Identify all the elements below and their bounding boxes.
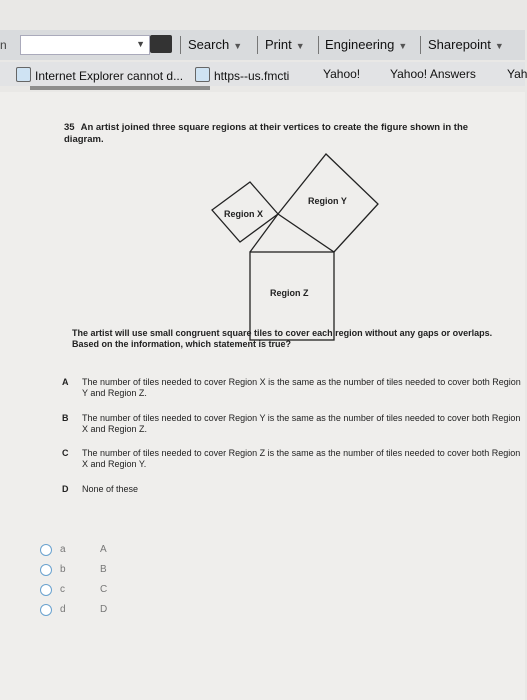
answer-value: B bbox=[100, 564, 107, 575]
search-provider-icon[interactable] bbox=[150, 35, 172, 53]
triangle-edge bbox=[250, 214, 278, 252]
engineering-button[interactable] bbox=[325, 37, 407, 52]
choice-letter: B bbox=[62, 413, 69, 423]
choice-letter: A bbox=[62, 377, 69, 387]
choice-letter: C bbox=[62, 448, 69, 458]
radio-button[interactable] bbox=[40, 544, 52, 556]
engineering-label: Engineering bbox=[325, 37, 395, 52]
favorite-label: https--us.fmcti bbox=[214, 69, 290, 83]
search-label: Search bbox=[188, 37, 230, 52]
choice-text: The number of tiles needed to cover Region X is the same as the number of tiles needed to cover both Region Y and Region Z. bbox=[82, 377, 521, 398]
toolbar-separator bbox=[257, 36, 258, 54]
favorite-yahoo[interactable] bbox=[323, 67, 360, 81]
page-icon bbox=[16, 67, 31, 82]
print-button[interactable] bbox=[265, 37, 305, 52]
answer-label: d bbox=[60, 604, 66, 615]
answer-option-d[interactable] bbox=[40, 604, 160, 620]
answer-label: c bbox=[60, 584, 65, 595]
favorites-bar bbox=[0, 62, 525, 86]
question-page bbox=[0, 92, 525, 700]
toolbar-separator bbox=[318, 36, 319, 54]
page-icon bbox=[195, 67, 210, 82]
favorite-label: Internet Explorer cannot d... bbox=[35, 69, 184, 83]
region-y-label: Region Y bbox=[308, 196, 347, 206]
choice-text: The number of tiles needed to cover Region Y is the same as the number of tiles needed to cover both Region X and Region Z. bbox=[82, 413, 521, 434]
truncated-text: n bbox=[0, 38, 7, 52]
favorite-label: Yahoo! Answers bbox=[390, 67, 476, 81]
answer-option-b[interactable] bbox=[40, 564, 160, 580]
answer-label: a bbox=[60, 544, 66, 555]
radio-button[interactable] bbox=[40, 604, 52, 616]
print-label: Print bbox=[265, 37, 292, 52]
radio-button[interactable] bbox=[40, 564, 52, 576]
favorite-ie-error[interactable] bbox=[16, 67, 183, 83]
question-number: 35 bbox=[64, 122, 75, 133]
answer-value: A bbox=[100, 544, 107, 555]
region-z-label: Region Z bbox=[270, 288, 309, 298]
search-button[interactable] bbox=[188, 37, 242, 52]
favorite-label: Yahoo! bbox=[323, 67, 361, 81]
toolbar-separator bbox=[420, 36, 421, 54]
question-prompt: An artist joined three square regions at their vertices to create the figure shown in the diagram. bbox=[64, 122, 469, 145]
answer-value: C bbox=[100, 584, 108, 595]
favorite-label: Yah bbox=[507, 67, 527, 81]
squares-diagram bbox=[190, 142, 400, 342]
favorite-yahoo-truncated[interactable] bbox=[507, 67, 527, 81]
sharepoint-label: Sharepoint bbox=[428, 37, 491, 52]
choice-letter: D bbox=[62, 484, 69, 494]
toolbar-divider bbox=[30, 86, 210, 90]
search-box[interactable] bbox=[20, 35, 150, 55]
chevron-down-icon[interactable]: ▼ bbox=[295, 41, 305, 51]
sharepoint-button[interactable] bbox=[428, 37, 504, 52]
answer-option-c[interactable] bbox=[40, 584, 160, 600]
chevron-down-icon[interactable]: ▼ bbox=[233, 41, 243, 51]
answer-option-a[interactable] bbox=[40, 544, 160, 560]
answer-value: D bbox=[100, 604, 108, 615]
question-stem: The artist will use small congruent square tiles to cover each region without any gaps or overlaps. Based on the information, which statement is true? bbox=[72, 328, 493, 349]
command-toolbar bbox=[0, 30, 525, 60]
radio-button[interactable] bbox=[40, 584, 52, 596]
choice-text: The number of tiles needed to cover Region Z is the same as the number of tiles needed to cover both Region X and Region Y. bbox=[82, 448, 521, 469]
favorite-yahoo-answers[interactable] bbox=[390, 67, 476, 81]
choice-text: None of these bbox=[82, 484, 139, 494]
toolbar-separator bbox=[180, 36, 181, 54]
chevron-down-icon[interactable]: ▼ bbox=[494, 41, 504, 51]
answer-label: b bbox=[60, 564, 66, 575]
region-x-label: Region X bbox=[224, 209, 264, 219]
favorite-fmcti[interactable] bbox=[195, 67, 289, 83]
chevron-down-icon[interactable]: ▼ bbox=[398, 41, 408, 51]
chevron-down-icon[interactable]: ▼ bbox=[136, 39, 145, 49]
